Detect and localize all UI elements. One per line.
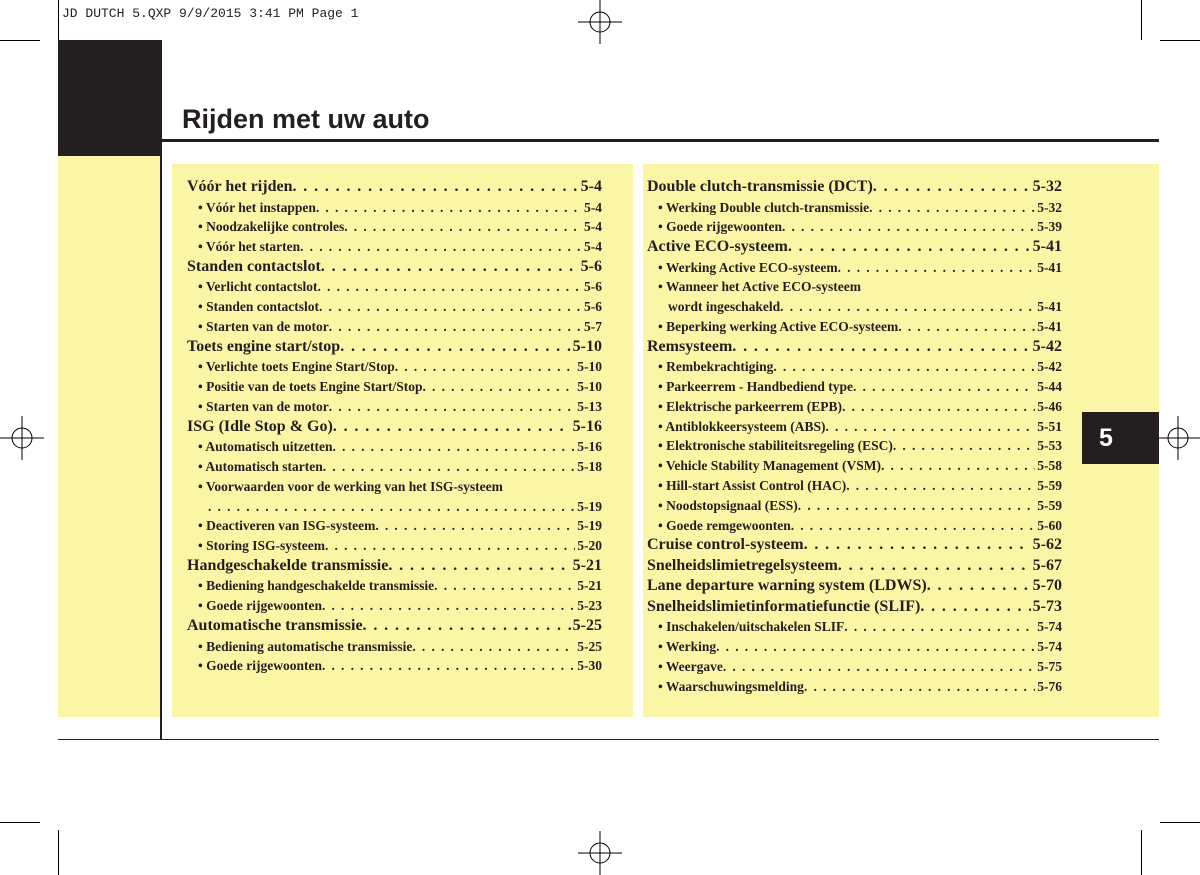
toc-entry[interactable] (187, 637, 602, 657)
dot-leader (898, 317, 1035, 337)
crop-mark-icon (0, 40, 40, 41)
crop-mark-icon (1160, 40, 1200, 41)
dot-leader (716, 637, 1035, 657)
dot-leader (319, 297, 582, 317)
dot-leader (927, 576, 1031, 597)
dot-leader (838, 258, 1036, 278)
toc-entry[interactable] (187, 437, 602, 457)
toc-entry-page: 5-20 (577, 538, 602, 554)
toc-entry-label: wordt ingeschakeld (668, 299, 781, 315)
toc-entry-label: Cruise control-systeem (647, 536, 804, 554)
toc-entry[interactable] (647, 237, 1062, 258)
toc-entry[interactable] (647, 337, 1062, 358)
toc-entry[interactable] (647, 535, 1062, 556)
dot-leader (321, 257, 579, 278)
toc-entry[interactable] (647, 377, 1062, 397)
toc-entry[interactable] (647, 556, 1062, 577)
toc-entry-label: Active ECO-systeem (647, 238, 788, 256)
crop-mark-icon (58, 0, 59, 40)
toc-entry-label: Vóór het rijden (187, 178, 293, 195)
dot-leader (782, 217, 1035, 237)
toc-entry[interactable] (647, 317, 1062, 337)
dot-leader (853, 377, 1035, 397)
toc-entry-label: • Werking Double clutch-transmissie (658, 199, 870, 215)
toc-entry[interactable] (187, 237, 602, 257)
toc-entry-label: Handgeschakelde transmissie (187, 556, 389, 574)
toc-entry[interactable] (187, 217, 602, 237)
toc-entry[interactable] (647, 357, 1062, 377)
toc-entry-page: 5-25 (572, 617, 602, 635)
toc-entry[interactable] (187, 377, 602, 397)
toc-entry[interactable] (187, 397, 602, 417)
dot-leader (869, 198, 1035, 218)
toc-entry-page: 5-44 (1037, 379, 1062, 395)
toc-entry-page: 5-4 (580, 178, 602, 195)
toc-entry-page: 5-74 (1037, 619, 1062, 635)
dot-leader (780, 297, 1035, 317)
toc-entry-page: 5-30 (577, 658, 602, 674)
toc-entry-label: • Rembekrachtiging (658, 359, 774, 375)
toc-entry[interactable] (187, 536, 602, 556)
toc-entry-label: • Bediening handgeschakelde transmissie (198, 578, 435, 594)
dot-leader (316, 198, 582, 218)
registration-mark-icon (578, 0, 622, 44)
toc-entry[interactable] (647, 297, 1062, 317)
toc-entry-label: • Inschakelen/uitschakelen SLIF (658, 619, 845, 635)
toc-entry-label: Automatische transmissie (187, 617, 363, 635)
toc-entry[interactable] (647, 217, 1062, 237)
toc-entry-page: 5-19 (577, 498, 602, 514)
toc-entry-page: 5-23 (577, 598, 602, 614)
crop-mark-icon (1160, 822, 1200, 823)
dot-leader (798, 496, 1035, 516)
toc-entry-page: 5-51 (1037, 418, 1062, 434)
toc-entry[interactable] (647, 397, 1062, 417)
dot-leader (844, 617, 1035, 637)
toc-entry-label: • Automatisch uitzetten (198, 439, 333, 455)
toc-entry-page: 5-41 (1037, 299, 1062, 315)
toc-entry[interactable] (187, 317, 602, 337)
toc-entry-label: Snelheidslimietregelsysteem (647, 556, 838, 574)
dot-leader (322, 656, 575, 676)
toc-entry-label: • Beperking werking Active ECO-systeem (658, 318, 899, 334)
registration-mark-icon (578, 831, 622, 875)
toc-entry-label: • Hill-start Assist Control (HAC) (658, 478, 847, 494)
toc-entry-label: • Antiblokkeersysteem (ABS) (658, 418, 826, 434)
toc-entry-page: 5-41 (1037, 318, 1062, 334)
toc-entry-page: 5-4 (584, 219, 602, 235)
toc-entry-label: • Wanneer het Active ECO-systeem (658, 279, 861, 295)
dot-leader (329, 397, 576, 417)
dot-leader (846, 476, 1035, 496)
dot-leader (323, 457, 576, 477)
dot-leader (434, 576, 575, 596)
toc-entry-label: • Elektrische parkeerrem (EPB) (658, 398, 843, 414)
toc-entry-page: 5-32 (1032, 178, 1062, 195)
toc-entry-page: 5-73 (1032, 597, 1062, 615)
dot-leader (292, 177, 578, 198)
crop-mark-icon (1141, 830, 1142, 875)
toc-entry[interactable] (187, 417, 602, 438)
crop-mark-icon (0, 822, 40, 823)
toc-entry[interactable] (187, 457, 602, 477)
toc-entry-page: 5-76 (1037, 678, 1062, 694)
dot-leader (842, 397, 1035, 417)
dot-leader (325, 536, 575, 556)
toc-entry-page: 5-7 (584, 318, 602, 334)
toc-entry-page: 5-25 (577, 638, 602, 654)
toc-entry-label: • Vóór het starten (198, 239, 301, 255)
toc-entry-label: ISG (Idle Stop & Go) (187, 417, 333, 435)
toc-entry-page: 5-59 (1037, 478, 1062, 494)
toc-entry-label: • Standen contactslot (198, 299, 319, 315)
toc-entry-page: 5-59 (1037, 497, 1062, 513)
toc-entry-label: • Automatisch starten (198, 458, 323, 474)
toc-entry[interactable] (647, 436, 1062, 456)
toc-entry-label: Snelheidslimietinformatiefunctie (SLIF) (647, 597, 921, 615)
toc-entry-page: 5-39 (1037, 219, 1062, 235)
toc-entry[interactable] (187, 277, 602, 297)
toc-entry-page: 5-42 (1032, 337, 1062, 355)
dot-leader (317, 277, 582, 297)
dot-leader (804, 535, 1031, 556)
toc-entry-page: 5-10 (577, 379, 602, 395)
toc-entry[interactable] (187, 576, 602, 596)
dot-leader (208, 497, 575, 517)
dot-leader (723, 657, 1035, 677)
crop-mark-icon (58, 830, 59, 875)
dot-leader (344, 217, 582, 237)
toc-entry-label: • Verlichte toets Engine Start/Stop (198, 359, 395, 375)
dot-leader (395, 357, 576, 377)
toc-entry-page: 5-60 (1037, 517, 1062, 533)
header-rule (160, 139, 1159, 142)
dot-leader (333, 417, 571, 438)
toc-entry-page: 5-6 (580, 257, 602, 275)
toc-entry-label: • Werking Active ECO-systeem (658, 259, 838, 275)
toc-entry[interactable] (187, 177, 602, 198)
dot-leader (893, 436, 1035, 456)
toc-entry-page: 5-6 (584, 279, 602, 295)
toc-entry-label: • Positie van de toets Engine Start/Stop (198, 379, 423, 395)
toc-entry-page: 5-18 (577, 458, 602, 474)
toc-entry[interactable] (647, 516, 1062, 536)
toc-entry-label: • Noodstopsignaal (ESS) (658, 497, 798, 513)
toc-entry[interactable] (647, 657, 1062, 677)
toc-entry[interactable] (647, 617, 1062, 637)
registration-mark-icon (1156, 416, 1200, 460)
toc-entry[interactable] (187, 198, 602, 218)
dot-leader (422, 377, 575, 397)
toc-entry-label: • Storing ISG-systeem (198, 538, 325, 554)
toc-entry-label: • Goede rijgewoonten (198, 658, 322, 674)
toc-entry-page: 5-21 (577, 578, 602, 594)
toc-entry-label: • Vehicle Stability Management (VSM) (658, 458, 881, 474)
toc-entry[interactable] (647, 496, 1062, 516)
dot-leader (881, 456, 1035, 476)
toc-entry-label: • Goede rijgewoonten (198, 598, 322, 614)
dot-leader (300, 237, 582, 257)
dot-leader (375, 516, 575, 536)
toc-entry-label: • Vóór het instappen (198, 199, 316, 215)
toc-entry[interactable] (187, 516, 602, 536)
toc-entry[interactable] (647, 476, 1062, 496)
toc-entry-label: • Elektronische stabiliteitsregeling (ESC) (658, 438, 893, 454)
toc-entry-label: • Voorwaarden voor de werking van het ISG-systeem (198, 478, 503, 494)
toc-entry[interactable] (187, 616, 602, 637)
dot-leader (732, 337, 1030, 358)
toc-entry[interactable] (187, 556, 602, 577)
toc-entry[interactable] (187, 477, 602, 497)
toc-entry-label: • Verlicht contactslot (198, 279, 318, 295)
toc-entry[interactable] (187, 357, 602, 377)
toc-entry[interactable] (647, 576, 1062, 597)
toc-entry-label: • Bediening automatische transmissie (198, 638, 413, 654)
toc-entry-page: 5-67 (1032, 556, 1062, 574)
dot-leader (920, 597, 1030, 618)
dot-leader (340, 337, 570, 358)
toc-entry-label: • Parkeerrem - Handbediend type (658, 379, 853, 395)
toc-entry-label: • Starten van de motor (198, 318, 329, 334)
toc-entry[interactable] (647, 277, 1062, 297)
dot-leader (388, 556, 570, 577)
toc-entry-label: • Waarschuwingsmelding (658, 678, 804, 694)
toc-entry[interactable] (187, 497, 602, 517)
footer-rule (58, 739, 1159, 740)
toc-entry[interactable] (647, 637, 1062, 657)
print-slug: JD DUTCH 5.QXP 9/9/2015 3:41 PM Page 1 (62, 6, 359, 21)
toc-entry-label: Double clutch-transmissie (DCT) (647, 178, 873, 195)
toc-entry-page: 5-16 (577, 439, 602, 455)
toc-entry-page: 5-75 (1037, 659, 1062, 675)
column-divider (633, 164, 643, 717)
toc-entry-label: • Deactiveren van ISG-systeem (198, 518, 376, 534)
toc-column-right (647, 177, 1062, 697)
dot-leader (788, 237, 1031, 258)
toc-entry-page: 5-4 (584, 239, 602, 255)
toc-entry-page: 5-10 (572, 337, 602, 355)
toc-entry-label: Standen contactslot (187, 257, 321, 275)
toc-entry-label: Remsysteem (647, 337, 733, 355)
toc-entry-page: 5-70 (1032, 577, 1062, 595)
toc-entry[interactable] (647, 198, 1062, 218)
toc-entry[interactable] (187, 297, 602, 317)
toc-entry-page: 5-41 (1037, 259, 1062, 275)
toc-entry-page: 5-13 (577, 398, 602, 414)
toc-entry[interactable] (187, 656, 602, 676)
toc-entry-label: • Goede remgewoonten (658, 517, 791, 533)
toc-column-left (187, 177, 602, 676)
dot-leader (838, 556, 1031, 577)
toc-entry[interactable] (647, 456, 1062, 476)
dot-leader (322, 596, 575, 616)
toc-entry-page: 5-32 (1037, 199, 1062, 215)
toc-entry[interactable] (647, 677, 1062, 697)
toc-entry-page: 5-16 (572, 417, 602, 435)
toc-entry-label: • Weergave (658, 659, 723, 675)
toc-entry-page: 5-46 (1037, 398, 1062, 414)
dot-leader (825, 417, 1035, 437)
header-block (58, 40, 160, 156)
toc-entry-page: 5-58 (1037, 458, 1062, 474)
dot-leader (332, 437, 575, 457)
dot-leader (773, 357, 1035, 377)
chapter-tab: 5 (1082, 412, 1159, 464)
toc-entry[interactable] (187, 257, 602, 278)
dot-leader (804, 677, 1035, 697)
registration-mark-icon (0, 416, 44, 460)
side-panel (58, 156, 160, 717)
margin-rule (160, 40, 162, 740)
toc-entry-page: 5-53 (1037, 438, 1062, 454)
toc-entry[interactable] (187, 596, 602, 616)
toc-entry-page: 5-74 (1037, 639, 1062, 655)
toc-entry-page: 5-41 (1032, 238, 1062, 256)
toc-entry-label: • Goede rijgewoonten (658, 219, 782, 235)
toc-entry-page: 5-6 (584, 299, 602, 315)
dot-leader (329, 317, 582, 337)
toc-entry-page: 5-21 (572, 556, 602, 574)
toc-entry[interactable] (647, 177, 1062, 198)
page-title: Rijden met uw auto (182, 104, 430, 134)
toc-entry-page: 5-10 (577, 359, 602, 375)
toc-entry-label: Toets engine start/stop (187, 337, 341, 355)
toc-entry-page: 5-42 (1037, 359, 1062, 375)
crop-mark-icon (1141, 0, 1142, 40)
toc-entry-page: 5-62 (1032, 536, 1062, 554)
toc-entry-page: 5-4 (584, 199, 602, 215)
toc-entry[interactable] (647, 258, 1062, 278)
toc-entry[interactable] (647, 597, 1062, 618)
dot-leader (412, 637, 575, 657)
toc-entry-label: Lane departure warning system (LDWS) (647, 577, 927, 595)
toc-entry[interactable] (187, 337, 602, 358)
dot-leader (791, 516, 1036, 536)
toc-entry[interactable] (647, 417, 1062, 437)
dot-leader (873, 177, 1031, 198)
dot-leader (363, 616, 571, 637)
toc-entry-label: • Starten van de motor (198, 398, 329, 414)
toc-entry-label: • Noodzakelijke controles (198, 219, 345, 235)
toc-entry-page: 5-19 (577, 518, 602, 534)
toc-entry-label: • Werking (658, 639, 717, 655)
